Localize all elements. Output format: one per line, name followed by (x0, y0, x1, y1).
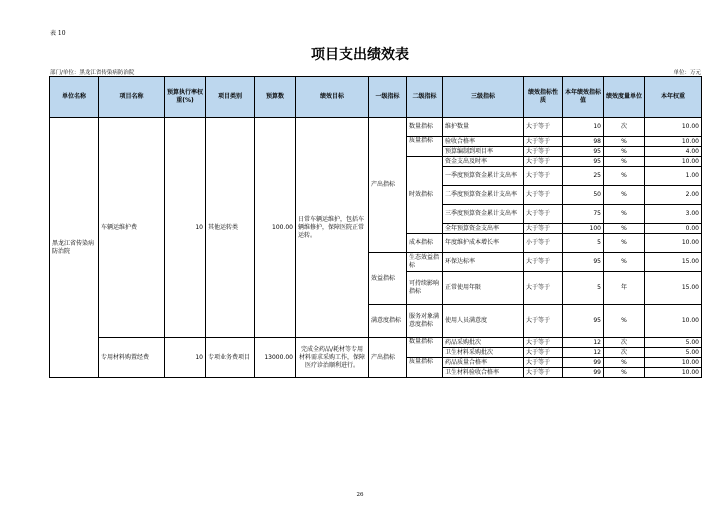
target-cell: 99 (563, 358, 604, 368)
weight-cell: 10 (165, 118, 206, 338)
level1-cell: 满意度指标 (369, 305, 407, 338)
table-number-label: 表 10 (50, 30, 66, 37)
level3-cell: 全年预算资金支出率 (443, 224, 524, 234)
target-cell: 5 (563, 234, 604, 253)
target-cell: 12 (563, 348, 604, 358)
year-weight-cell: 5.00 (645, 348, 702, 358)
level3-cell: 三季度预算资金累计支出率 (443, 205, 524, 224)
year-weight-cell: 10.00 (645, 358, 702, 368)
level2-cell: 质量指标 (407, 358, 443, 378)
nature-cell: 大于等于 (524, 147, 563, 157)
header-weight: 预算执行率权重(%) (165, 77, 206, 118)
level3-cell: 卫生材料验收合格率 (443, 368, 524, 378)
measure-cell: % (604, 224, 645, 234)
measure-cell: % (604, 147, 645, 157)
level3-cell: 预算编制到项目率 (443, 147, 524, 157)
target-cell: 12 (563, 338, 604, 348)
header-unit-name: 单位名称 (50, 77, 99, 118)
target-cell: 10 (563, 118, 604, 137)
level2-cell: 服务对象满意度指标 (407, 305, 443, 338)
level3-cell: 使用人员满意度 (443, 305, 524, 338)
level3-cell: 验收合格率 (443, 137, 524, 147)
year-weight-cell: 10.00 (645, 137, 702, 147)
level3-cell: 年度维护成本增长率 (443, 234, 524, 253)
year-weight-cell: 10.00 (645, 234, 702, 253)
year-weight-cell: 0.00 (645, 224, 702, 234)
nature-cell: 大于等于 (524, 253, 563, 272)
target-cell: 25 (563, 167, 604, 186)
year-weight-cell: 10.00 (645, 305, 702, 338)
measure-cell: % (604, 305, 645, 338)
unit-label: 单位：万元 (673, 70, 701, 76)
budget-cell: 100.00 (255, 118, 296, 338)
year-weight-cell: 10.00 (645, 157, 702, 167)
nature-cell: 大于等于 (524, 137, 563, 147)
target-cell: 98 (563, 137, 604, 147)
target-cell: 95 (563, 147, 604, 157)
goal-cell: 日常车辆运维护，包括车辆维修护，保障医院正常运转。 (296, 118, 369, 338)
year-weight-cell: 15.00 (645, 253, 702, 272)
measure-cell: % (604, 234, 645, 253)
header-level3: 三级指标 (443, 77, 524, 118)
level3-cell: 维护数量 (443, 118, 524, 137)
header-nature: 绩效指标性质 (524, 77, 563, 118)
level2-cell: 时效指标 (407, 157, 443, 234)
measure-cell: % (604, 358, 645, 368)
department-label: 部门/单位：黑龙江省传染病防治院 (50, 70, 135, 76)
nature-cell: 大于等于 (524, 338, 563, 348)
nature-cell: 大于等于 (524, 157, 563, 167)
year-weight-cell: 1.00 (645, 167, 702, 186)
weight-cell: 10 (165, 338, 206, 378)
measure-cell: % (604, 186, 645, 205)
category-cell: 专项业务费项目 (206, 338, 255, 378)
level3-cell: 二季度预算资金累计支出率 (443, 186, 524, 205)
budget-cell: 13000.00 (255, 338, 296, 378)
goal-cell: 完成全药品/耗材等专用材料需求采购工作，保障医疗诊治顺利进行。 (296, 338, 369, 378)
nature-cell: 大于等于 (524, 205, 563, 224)
project-name-cell: 车辆运维护费 (99, 118, 165, 338)
nature-cell: 大于等于 (524, 167, 563, 186)
measure-cell: % (604, 167, 645, 186)
year-weight-cell: 2.00 (645, 186, 702, 205)
page-number: 26 (356, 492, 364, 498)
level3-cell: 药品采购批次 (443, 338, 524, 348)
nature-cell: 大于等于 (524, 368, 563, 378)
header-target: 本年绩效指标值 (563, 77, 604, 118)
nature-cell: 大于等于 (524, 272, 563, 305)
level1-cell: 产出指标 (369, 118, 407, 253)
performance-table (49, 76, 702, 378)
level2-cell: 生态效益指标 (407, 253, 443, 272)
header-goal: 绩效目标 (296, 77, 369, 118)
category-cell: 其他运转类 (206, 118, 255, 338)
measure-cell: % (604, 368, 645, 378)
header-budget: 预算数 (255, 77, 296, 118)
year-weight-cell: 5.00 (645, 338, 702, 348)
target-cell: 95 (563, 253, 604, 272)
nature-cell: 大于等于 (524, 118, 563, 137)
level2-cell: 成本指标 (407, 234, 443, 253)
level2-cell: 质量指标 (407, 137, 443, 157)
level3-cell: 资金支出及时率 (443, 157, 524, 167)
level2-cell: 数量指标 (407, 118, 443, 137)
nature-cell: 大于等于 (524, 224, 563, 234)
header-year-weight: 本年权重 (645, 77, 702, 118)
nature-cell: 大于等于 (524, 348, 563, 358)
level2-cell: 数量指标 (407, 338, 443, 358)
year-weight-cell: 10.00 (645, 118, 702, 137)
target-cell: 95 (563, 305, 604, 338)
measure-cell: 年 (604, 272, 645, 305)
level3-cell: 环保达标率 (443, 253, 524, 272)
nature-cell: 小于等于 (524, 234, 563, 253)
year-weight-cell: 15.00 (645, 272, 702, 305)
header-level1: 一级指标 (369, 77, 407, 118)
target-cell: 95 (563, 157, 604, 167)
table-header-row (50, 77, 702, 118)
page-title: 项目支出绩效表 (311, 47, 409, 63)
measure-cell: 次 (604, 338, 645, 348)
year-weight-cell: 10.00 (645, 368, 702, 378)
measure-cell: 次 (604, 118, 645, 137)
measure-cell: 次 (604, 348, 645, 358)
header-level2: 二级指标 (407, 77, 443, 118)
level3-cell: 卫生材料采购批次 (443, 348, 524, 358)
measure-cell: % (604, 137, 645, 147)
level1-cell: 产出指标 (369, 338, 407, 378)
year-weight-cell: 4.00 (645, 147, 702, 157)
table-row (50, 118, 702, 137)
target-cell: 99 (563, 368, 604, 378)
level3-cell: 正常使用年限 (443, 272, 524, 305)
measure-cell: % (604, 253, 645, 272)
header-project-name: 项目名称 (99, 77, 165, 118)
target-cell: 100 (563, 224, 604, 234)
nature-cell: 大于等于 (524, 305, 563, 338)
unit-name-cell: 黑龙江省传染病防治院 (50, 118, 99, 378)
level2-cell: 可持续影响指标 (407, 272, 443, 305)
project-name-cell: 专用材料购置经费 (99, 338, 165, 378)
header-category: 项目类别 (206, 77, 255, 118)
table-row (50, 338, 702, 348)
measure-cell: % (604, 157, 645, 167)
measure-cell: % (604, 205, 645, 224)
level1-cell: 效益指标 (369, 253, 407, 305)
level3-cell: 药品质量合格率 (443, 358, 524, 368)
level3-cell: 一季度预算资金累计支出率 (443, 167, 524, 186)
year-weight-cell: 3.00 (645, 205, 702, 224)
nature-cell: 大于等于 (524, 186, 563, 205)
target-cell: 5 (563, 272, 604, 305)
nature-cell: 大于等于 (524, 358, 563, 368)
header-measure: 绩效度量单位 (604, 77, 645, 118)
target-cell: 50 (563, 186, 604, 205)
target-cell: 75 (563, 205, 604, 224)
